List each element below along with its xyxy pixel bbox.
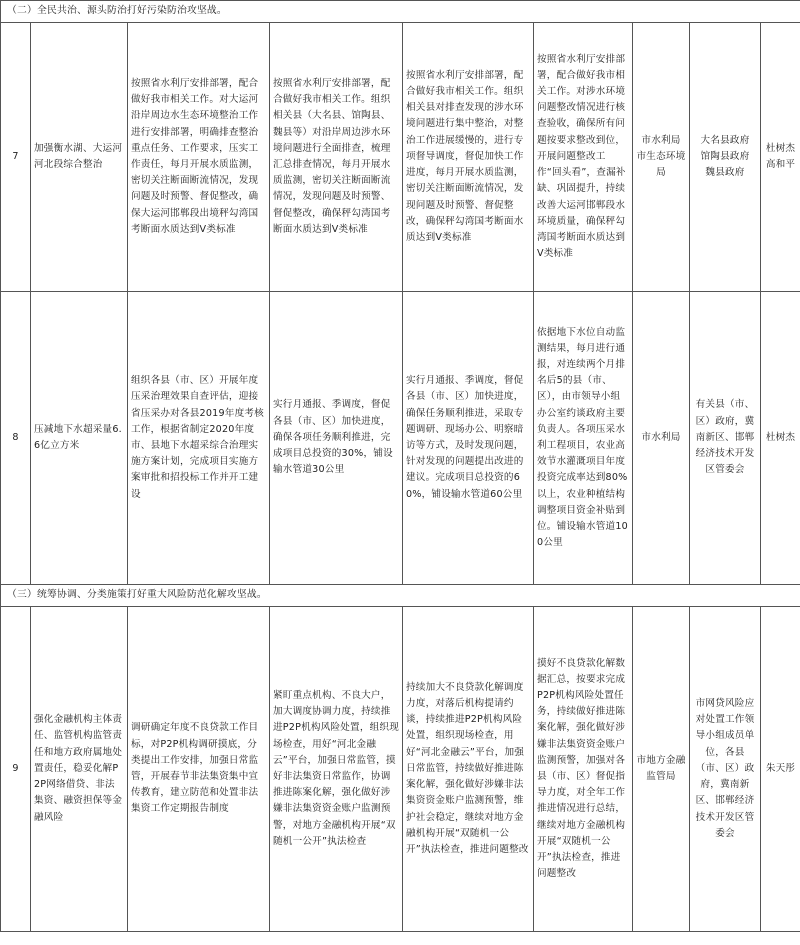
coop-dept-cell: 大名县政府 馆陶县政府 魏县政府 <box>690 23 761 292</box>
row-number: 7 <box>1 23 31 292</box>
q4-cell: 摸好不良贷款化解数据汇总，按要求完成P2P机构风险处置任务，持续做好推进陈案化解，强化做好涉嫌非法集资资金账户监测预警，加强对各县（市、区）督促指导力度，对全年工作推进情况进行总结，继续对地方金融机构开展“双随机一公开”执法检查，推进问题整改 <box>534 607 633 932</box>
q1-cell: 组织各县（市、区）开展年度压采治理效果自查评估，迎接省压采办对各县2019年度考核工作，根据省制定2020年度市、县地下水超采综合治理实施方案计划，完成项目实施方案审批和招投标工作并开工建设 <box>128 292 270 585</box>
leader-cell: 杜树杰 <box>761 292 800 585</box>
section-header-row <box>1 585 800 607</box>
q2-cell: 实行月通报、季调度，督促各县（市、区）加快进度，确保各项任务顺利推进，完成项目总投资的30%，铺设输水管道30公里 <box>270 292 403 585</box>
q3-cell: 持续加大不良贷款化解调度力度，对落后机构提请约谈，持续推进P2P机构风险处置，组织现场检查，用好“河北金融云”平台，加强日常监管，持续做好推进陈案化解，强化做好涉嫌非法集资资金账户监测预警，维护社会稳定，继续对地方金融机构开展“双随机一公开”执法检查，推进问题整改 <box>403 607 534 932</box>
q4-cell: 依据地下水位自动监测结果，每月进行通报，对连续两个月排名后5的县（市、区），由市领导小组办公室约谈政府主要负责人。各项压采水利工程项目，农业高效节水灌溉项目年度投资完成率达到80%以上，农业种植结构调整项目资金补贴到位。铺设输水管道100公里 <box>534 292 633 585</box>
row-number: 8 <box>1 292 31 585</box>
q3-cell: 按照省水利厅安排部署，配合做好我市相关工作。组织相关县对排查发现的涉水环境问题进行集中整治，对整治工作进展缓慢的，进行专项督导调度，督促加快工作进度，每月开展水质监测，密切关注断面断流情况，发现问题及时预警、督促整改，确保秤勾湾国考断面水质达到V类标准 <box>403 23 534 292</box>
lead-dept-cell: 市地方金融监管局 <box>633 607 690 932</box>
coop-dept-cell: 有关县（市、区）政府，冀南新区、邯郸经济技术开发区管委会 <box>690 292 761 585</box>
q1-cell: 按照省水利厅安排部署，配合做好我市相关工作。对大运河沿岸周边水生态环境整治工作进行安排部署，明确排查整治重点任务、工作要求，压实工作责任，每月开展水质监测，密切关注断面断流情况，发现问题及时预警、督促整改，确保大运河邯郸段出境秤勾湾国考断面水质达到V类标准 <box>128 23 270 292</box>
q2-cell: 紧盯重点机构、不良大户，加大调度协调力度，持续推进P2P机构风险处置，组织现场检查，用好“河北金融云”平台，加强日常监管，摸好非法集资日常监作，协调推进陈案化解，强化做好涉嫌非法集资资金账户监测预警，对地方金融机构开展“双随机一公开”执法检查 <box>270 607 403 932</box>
task-cell: 强化金融机构主体责任、监管机构监管责任和地方政府属地处置责任，稳妥化解P2P网络借贷、非法集资、融资担保等金融风险 <box>31 607 128 932</box>
q4-cell: 按照省水利厅安排部署，配合做好我市相关工作。对涉水环境问题整改情况进行核查验收，确保所有问题按要求整改到位，开展问题整改工作“回头看”，查漏补缺、巩固提升，持续改善大运河邯郸段水环境质量，确保秤勾湾国考断面水质达到V类标准 <box>534 23 633 292</box>
table-row <box>1 292 800 585</box>
row-number: 9 <box>1 607 31 932</box>
task-cell: 压减地下水超采量6.6亿立方米 <box>31 292 128 585</box>
section-title: （二）全民共治、源头防治打好污染防治攻坚战。 <box>1 1 800 23</box>
leader-cell: 朱天彤 <box>761 607 800 932</box>
leader-cell: 杜树杰 高和平 <box>761 23 800 292</box>
q1-cell: 调研确定年度不良贷款工作目标，对P2P机构调研摸底，分类提出工作安排，加强日常监管，开展春节非法集资集中宣传教育，建立防范和处置非法集资工作定期报告制度 <box>128 607 270 932</box>
q3-cell: 实行月通报、季调度，督促各县（市、区）加快进度，确保任务顺利推进，采取专题调研、现场办公、明察暗访等方式，及时发现问题，针对发现的问题提出改进的建议。完成项目总投资的60%，铺设输水管道60公里 <box>403 292 534 585</box>
coop-dept-cell: 市网贷风险应对处置工作领导小组成员单位，各县（市、区）政府，冀南新区、邯郸经济技术开发区管委会 <box>690 607 761 932</box>
table-row <box>1 607 800 932</box>
section-title: （三）统筹协调、分类施策打好重大风险防范化解攻坚战。 <box>1 585 800 607</box>
q2-cell: 按照省水利厅安排部署，配合做好我市相关工作。组织相关县（大名县、馆陶县、魏县等）对沿岸周边涉水环境问题进行全面排查，梳理汇总排查情况，每月开展水质监测，密切关注断面断流情况，发现问题及时预警、督促整改，确保秤勾湾国考断面水质达到V类标准 <box>270 23 403 292</box>
task-cell: 加强衡水湖、大运河河北段综合整治 <box>31 23 128 292</box>
table-row <box>1 23 800 292</box>
lead-dept-cell: 市水利局 <box>633 292 690 585</box>
section-header-row <box>1 1 800 23</box>
lead-dept-cell: 市水利局 市生态环境局 <box>633 23 690 292</box>
